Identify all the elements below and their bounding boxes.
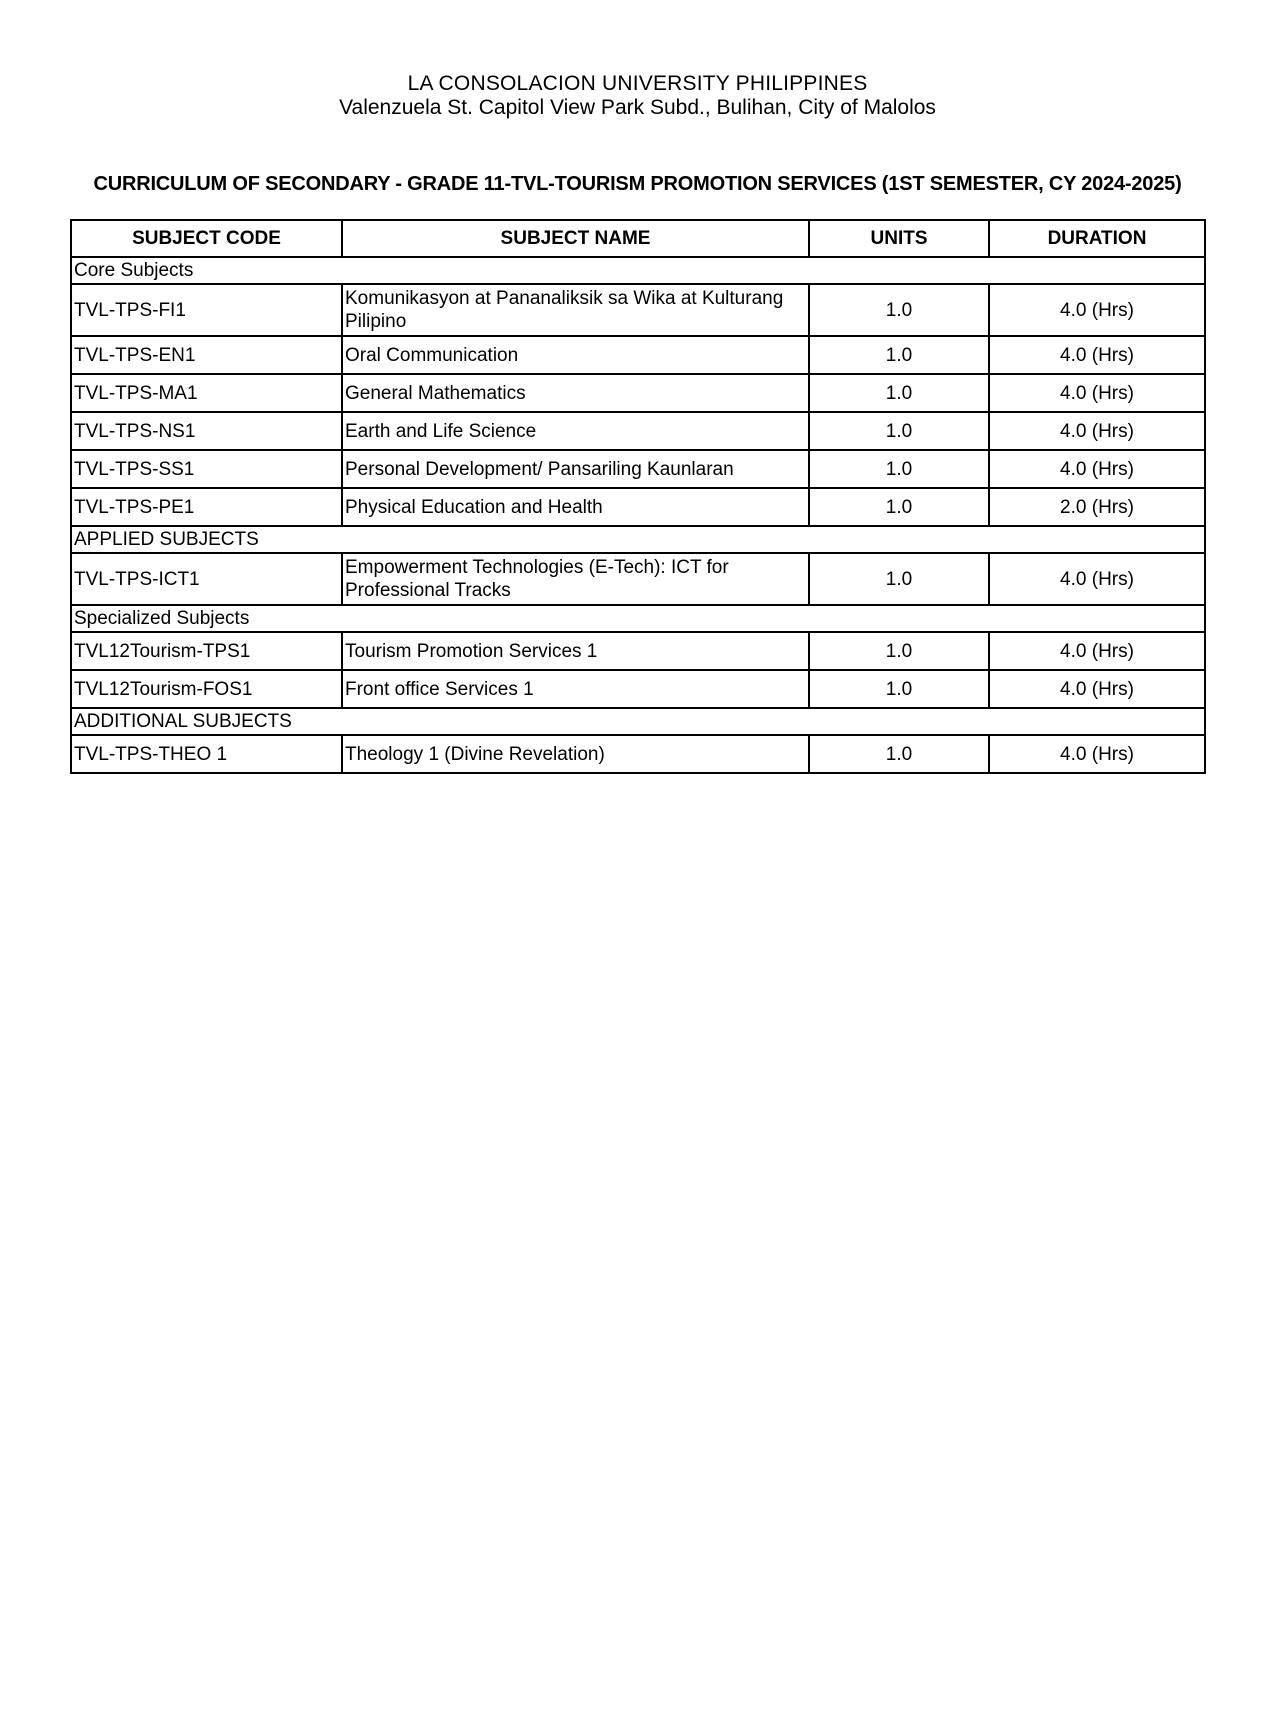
subject-code-cell: TVL-TPS-ICT1 xyxy=(71,553,342,605)
subject-name-cell: Oral Communication xyxy=(342,336,809,374)
subject-code-cell: TVL-TPS-MA1 xyxy=(71,374,342,412)
subject-name-cell: General Mathematics xyxy=(342,374,809,412)
subject-name-cell: Komunikasyon at Pananaliksik sa Wika at Kulturang Pilipino xyxy=(342,284,809,336)
section-row-applied-subjects xyxy=(71,526,1205,553)
subject-name-cell: Front office Services 1 xyxy=(342,670,809,708)
subject-code-cell: TVL-TPS-NS1 xyxy=(71,412,342,450)
units-cell: 1.0 xyxy=(809,632,989,670)
subject-name-cell: Tourism Promotion Services 1 xyxy=(342,632,809,670)
subject-code-cell: TVL-TPS-THEO 1 xyxy=(71,735,342,773)
curriculum-document-page xyxy=(0,72,1275,1722)
units-cell: 1.0 xyxy=(809,553,989,605)
university-address: Valenzuela St. Capitol View Park Subd., Bulihan, City of Malolos xyxy=(339,96,936,119)
section-label: ADDITIONAL SUBJECTS xyxy=(71,708,1205,735)
column-header-subject-name: SUBJECT NAME xyxy=(342,220,809,257)
duration-cell: 4.0 (Hrs) xyxy=(989,632,1205,670)
duration-cell: 2.0 (Hrs) xyxy=(989,488,1205,526)
units-cell: 1.0 xyxy=(809,488,989,526)
subject-row xyxy=(71,284,1205,336)
subject-name-cell: Personal Development/ Pansariling Kaunlaran xyxy=(342,450,809,488)
section-row-specialized-subjects xyxy=(71,605,1205,632)
column-header-duration: DURATION xyxy=(989,220,1205,257)
duration-cell: 4.0 (Hrs) xyxy=(989,735,1205,773)
subject-row xyxy=(71,412,1205,450)
duration-cell: 4.0 (Hrs) xyxy=(989,450,1205,488)
curriculum-table xyxy=(70,219,1206,774)
section-label: Specialized Subjects xyxy=(71,605,1205,632)
subject-code-cell: TVL12Tourism-FOS1 xyxy=(71,670,342,708)
units-cell: 1.0 xyxy=(809,735,989,773)
subject-name-cell: Earth and Life Science xyxy=(342,412,809,450)
subject-name-cell: Physical Education and Health xyxy=(342,488,809,526)
duration-cell: 4.0 (Hrs) xyxy=(989,374,1205,412)
subject-row xyxy=(71,336,1205,374)
units-cell: 1.0 xyxy=(809,450,989,488)
subject-code-cell: TVL12Tourism-TPS1 xyxy=(71,632,342,670)
subject-name-cell: Theology 1 (Divine Revelation) xyxy=(342,735,809,773)
duration-cell: 4.0 (Hrs) xyxy=(989,670,1205,708)
subject-row xyxy=(71,670,1205,708)
section-row-core-subjects xyxy=(71,257,1205,284)
duration-cell: 4.0 (Hrs) xyxy=(989,284,1205,336)
units-cell: 1.0 xyxy=(809,284,989,336)
table-header-row xyxy=(71,220,1205,257)
subject-code-cell: TVL-TPS-FI1 xyxy=(71,284,342,336)
units-cell: 1.0 xyxy=(809,412,989,450)
duration-cell: 4.0 (Hrs) xyxy=(989,412,1205,450)
subject-row xyxy=(71,553,1205,605)
subject-code-cell: TVL-TPS-PE1 xyxy=(71,488,342,526)
column-header-units: UNITS xyxy=(809,220,989,257)
units-cell: 1.0 xyxy=(809,670,989,708)
column-header-subject-code: SUBJECT CODE xyxy=(71,220,342,257)
subject-code-cell: TVL-TPS-SS1 xyxy=(71,450,342,488)
units-cell: 1.0 xyxy=(809,374,989,412)
subject-row xyxy=(71,450,1205,488)
section-label: APPLIED SUBJECTS xyxy=(71,526,1205,553)
duration-cell: 4.0 (Hrs) xyxy=(989,553,1205,605)
units-cell: 1.0 xyxy=(809,336,989,374)
subject-code-cell: TVL-TPS-EN1 xyxy=(71,336,342,374)
curriculum-title: CURRICULUM OF SECONDARY - GRADE 11-TVL-TOURISM PROMOTION SERVICES (1ST SEMESTER, CY 2024-2025) xyxy=(93,173,1182,195)
subject-row xyxy=(71,735,1205,773)
section-row-additional-subjects xyxy=(71,708,1205,735)
subject-row xyxy=(71,632,1205,670)
subject-name-cell: Empowerment Technologies (E-Tech): ICT for Professional Tracks xyxy=(342,553,809,605)
section-label: Core Subjects xyxy=(71,257,1205,284)
subject-row xyxy=(71,374,1205,412)
subject-row xyxy=(71,488,1205,526)
duration-cell: 4.0 (Hrs) xyxy=(989,336,1205,374)
university-name: LA CONSOLACION UNIVERSITY PHILIPPINES xyxy=(407,72,868,95)
document-header xyxy=(0,72,1275,120)
